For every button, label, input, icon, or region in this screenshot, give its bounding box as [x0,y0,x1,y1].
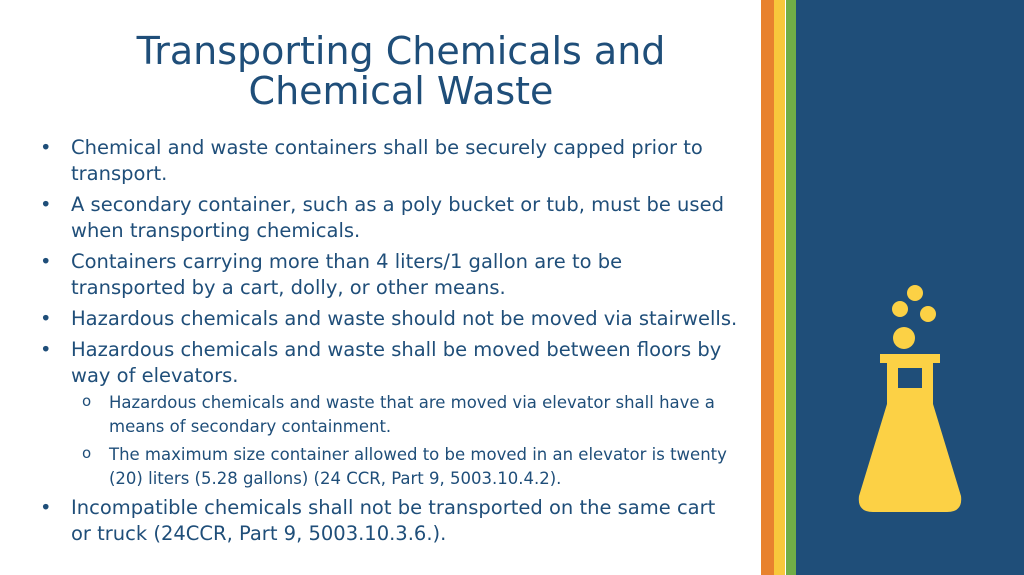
title-line-2: Chemical Waste [248,69,554,113]
green-stripe [786,0,796,575]
bullet-item [38,135,738,187]
slide-title [40,31,762,111]
bullet-item [38,306,738,332]
title-line-1: Transporting Chemicals and [136,29,666,73]
bullet-content [38,135,738,552]
bullet-marker: • [40,496,52,519]
bullet-marker: • [40,307,52,330]
sub-bullet-item [71,391,738,438]
bullet-item [38,192,738,244]
bullet-item [38,249,738,301]
sub-bullet-item [71,443,738,490]
bullet-text: Containers carrying more than 4 liters/1 gallon are to be transported by a cart, dolly, or other means. [71,250,623,299]
bullet-marker: • [40,338,52,361]
sub-bullet-text: The maximum size container allowed to be moved in an elevator is twenty (20) liters (5.28 gallons) (24 CCR, Part 9, 5003.10.4.2). [109,445,727,488]
yellow-stripe [774,0,785,575]
sub-bullet-marker: o [82,444,92,462]
bullet-marker: • [40,136,52,159]
bullet-text: Hazardous chemicals and waste should not be moved via stairwells. [71,307,738,330]
orange-stripe [761,0,774,575]
bullet-marker: • [40,250,52,273]
bullet-text: Hazardous chemicals and waste shall be moved between floors by way of elevators. [71,338,722,387]
bullet-item [38,337,738,490]
sub-bullet-marker: o [82,392,92,410]
sub-bullet-list [71,391,738,490]
sub-bullet-text: Hazardous chemicals and waste that are moved via elevator shall have a means of secondary containment. [109,393,715,436]
bullet-marker: • [40,193,52,216]
bullet-text: Incompatible chemicals shall not be transported on the same cart or truck (24CCR, Part 9, 5003.10.3.6.). [71,496,716,545]
bullet-list [38,135,738,547]
bullet-item [38,495,738,547]
bullet-text: Chemical and waste containers shall be securely capped prior to transport. [71,136,703,185]
bullet-text: A secondary container, such as a poly bucket or tub, must be used when transporting chemicals. [71,193,724,242]
flask-with-bubbles-icon [850,282,970,517]
